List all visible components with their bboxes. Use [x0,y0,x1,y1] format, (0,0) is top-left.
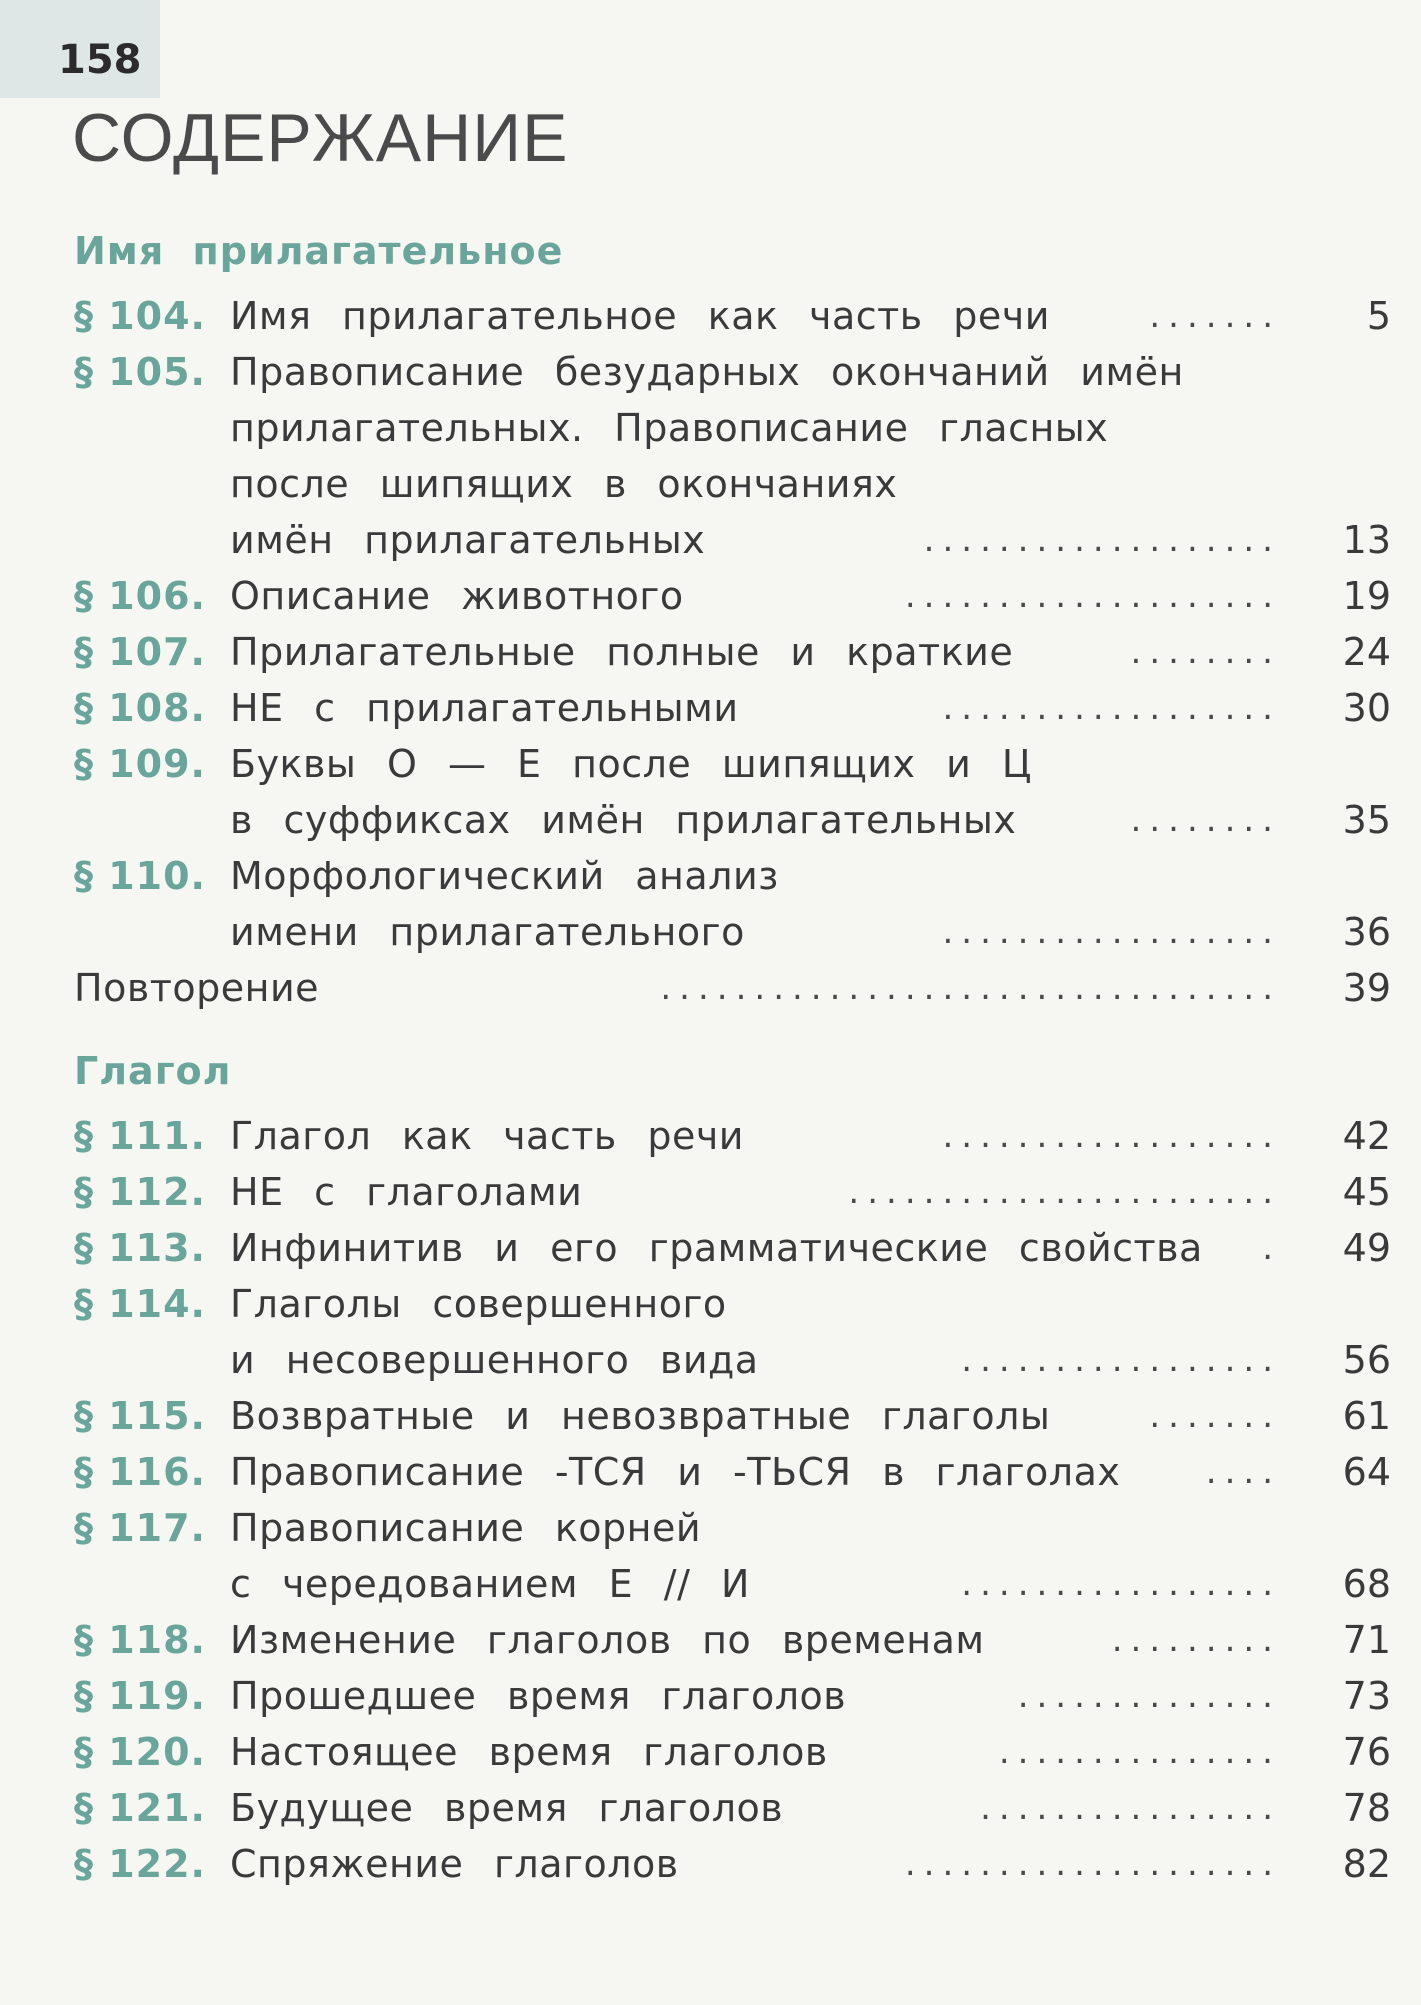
page-ref: 39 [1342,966,1391,1010]
dot-leader: ....................... [848,1172,1281,1212]
page-ref: 76 [1342,1730,1391,1774]
section-heading: Глагол [74,1049,232,1093]
page-ref: 56 [1342,1338,1391,1382]
paragraph-number: § 117. [74,1506,206,1550]
paragraph-number: § 111. [74,1114,206,1158]
page-ref: 24 [1342,630,1391,674]
page-ref: 45 [1342,1170,1391,1214]
toc-entry-line [0,456,1421,512]
dot-leader: ....... [1149,1396,1281,1436]
paragraph-number: § 109. [74,742,206,786]
page-number: 158 [58,37,142,83]
toc-entry-line [0,1220,1421,1276]
toc-entry-text: Прилагательные полные и краткие [230,630,1014,674]
page-title: СОДЕРЖАНИЕ [72,100,569,176]
toc-entry-text: с чередованием Е // И [230,1562,750,1606]
paragraph-number: § 121. [74,1786,206,1830]
page-ref: 13 [1342,518,1391,562]
dot-leader: .................... [904,576,1281,616]
toc-entry-line [0,848,1421,904]
paragraph-number: § 104. [74,294,206,338]
toc-entry-line [0,344,1421,400]
toc-entry-line [0,792,1421,848]
toc-entry-text: Буквы О — Е после шипящих и Ц [230,742,1032,786]
dot-leader: .............. [1017,1676,1281,1716]
page-ref: 71 [1342,1618,1391,1662]
toc-entry-text: прилагательных. Правописание гласных [230,406,1109,450]
toc-entry-text: и несовершенного вида [230,1338,759,1382]
page-ref: 35 [1342,798,1391,842]
toc-entry-text: Глагол как часть речи [230,1114,744,1158]
page-ref: 64 [1342,1450,1391,1494]
dot-leader: ................. [961,1340,1281,1380]
toc-entry-text: НЕ с глаголами [230,1170,583,1214]
toc-entry-line [0,1276,1421,1332]
paragraph-number: § 113. [74,1226,206,1270]
dot-leader: ............... [998,1732,1281,1772]
paragraph-number: § 105. [74,350,206,394]
toc-entry-text: имён прилагательных [230,518,706,562]
toc-entry-text: НЕ с прилагательными [230,686,739,730]
dot-leader: ................... [923,520,1281,560]
paragraph-number: § 115. [74,1394,206,1438]
paragraph-number: § 108. [74,686,206,730]
dot-leader: .................... [904,1844,1281,1884]
paragraph-number: § 110. [74,854,206,898]
toc-entry-text: имени прилагательного [230,910,745,954]
toc-entry-line [0,1556,1421,1612]
dot-leader: .................. [942,688,1281,728]
toc-entry-line [0,1612,1421,1668]
paragraph-number: § 120. [74,1730,206,1774]
toc-entry-line [0,1836,1421,1892]
page-ref: 36 [1342,910,1391,954]
toc-entry-text: Описание животного [230,574,684,618]
toc-entry-line [0,1668,1421,1724]
page-ref: 78 [1342,1786,1391,1830]
toc-entry-line [0,1780,1421,1836]
paragraph-number: § 122. [74,1842,206,1886]
toc-entry-text: в суффиксах имён прилагательных [230,798,1017,842]
toc-entry-text: Изменение глаголов по временам [230,1618,985,1662]
dot-leader: ........ [1130,800,1281,840]
page-ref: 30 [1342,686,1391,730]
toc-entry-line [0,512,1421,568]
toc-entry-text: Правописание -ТСЯ и -ТЬСЯ в глаголах [230,1450,1121,1494]
toc-entry-line [0,400,1421,456]
dot-leader: ....... [1149,296,1281,336]
page-ref: 49 [1342,1226,1391,1270]
dot-leader: ................. [961,1564,1281,1604]
toc-entry-line [0,568,1421,624]
dot-leader: .... [1205,1452,1281,1492]
toc-entry-line [0,960,1421,1016]
section-heading: Имя прилагательное [74,229,564,273]
toc-entry-line [0,1388,1421,1444]
toc-entry-line [0,736,1421,792]
dot-leader: ........ [1130,632,1281,672]
toc-entry-line [0,1724,1421,1780]
dot-leader: . [1262,1228,1281,1268]
toc-entry-text: Правописание безударных окончаний имён [230,350,1184,394]
toc-entry-text: Правописание корней [230,1506,702,1550]
toc-entry-text: Глаголы совершенного [230,1282,727,1326]
toc-entry-text: Будущее время глаголов [230,1786,784,1830]
paragraph-number: § 107. [74,630,206,674]
page-ref: 61 [1342,1394,1391,1438]
toc-entry-line [0,1500,1421,1556]
dot-leader: ................................. [660,968,1281,1008]
page-ref: 5 [1366,294,1391,338]
page-ref: 73 [1342,1674,1391,1718]
toc-entry-text: Инфинитив и его грамматические свойства [230,1226,1203,1270]
toc-entry-text: Настоящее время глаголов [230,1730,828,1774]
page-ref: 42 [1342,1114,1391,1158]
toc-entry-text: после шипящих в окончаниях [230,462,898,506]
toc-entry-line [0,624,1421,680]
toc-entry-line [0,1108,1421,1164]
toc-entry-line [0,1164,1421,1220]
toc-entry-text: Повторение [74,966,320,1010]
toc-entry-line [0,1332,1421,1388]
page-ref: 68 [1342,1562,1391,1606]
page-ref: 82 [1342,1842,1391,1886]
toc-entry-line [0,904,1421,960]
dot-leader: ................ [980,1788,1281,1828]
toc-entry-text: Возвратные и невозвратные глаголы [230,1394,1051,1438]
paragraph-number: § 119. [74,1674,206,1718]
toc-entry-text: Морфологический анализ [230,854,779,898]
dot-leader: .................. [942,912,1281,952]
page-ref: 19 [1342,574,1391,618]
paragraph-number: § 116. [74,1450,206,1494]
paragraph-number: § 106. [74,574,206,618]
toc-entry-line [0,680,1421,736]
toc-entry-text: Прошедшее время глаголов [230,1674,847,1718]
toc-entry-line [0,1444,1421,1500]
toc-entry-text: Спряжение глаголов [230,1842,679,1886]
paragraph-number: § 118. [74,1618,206,1662]
dot-leader: .................. [942,1116,1281,1156]
paragraph-number: § 112. [74,1170,206,1214]
toc-entry-text: Имя прилагательное как часть речи [230,294,1050,338]
toc-entry-line [0,288,1421,344]
paragraph-number: § 114. [74,1282,206,1326]
dot-leader: ......... [1111,1620,1281,1660]
